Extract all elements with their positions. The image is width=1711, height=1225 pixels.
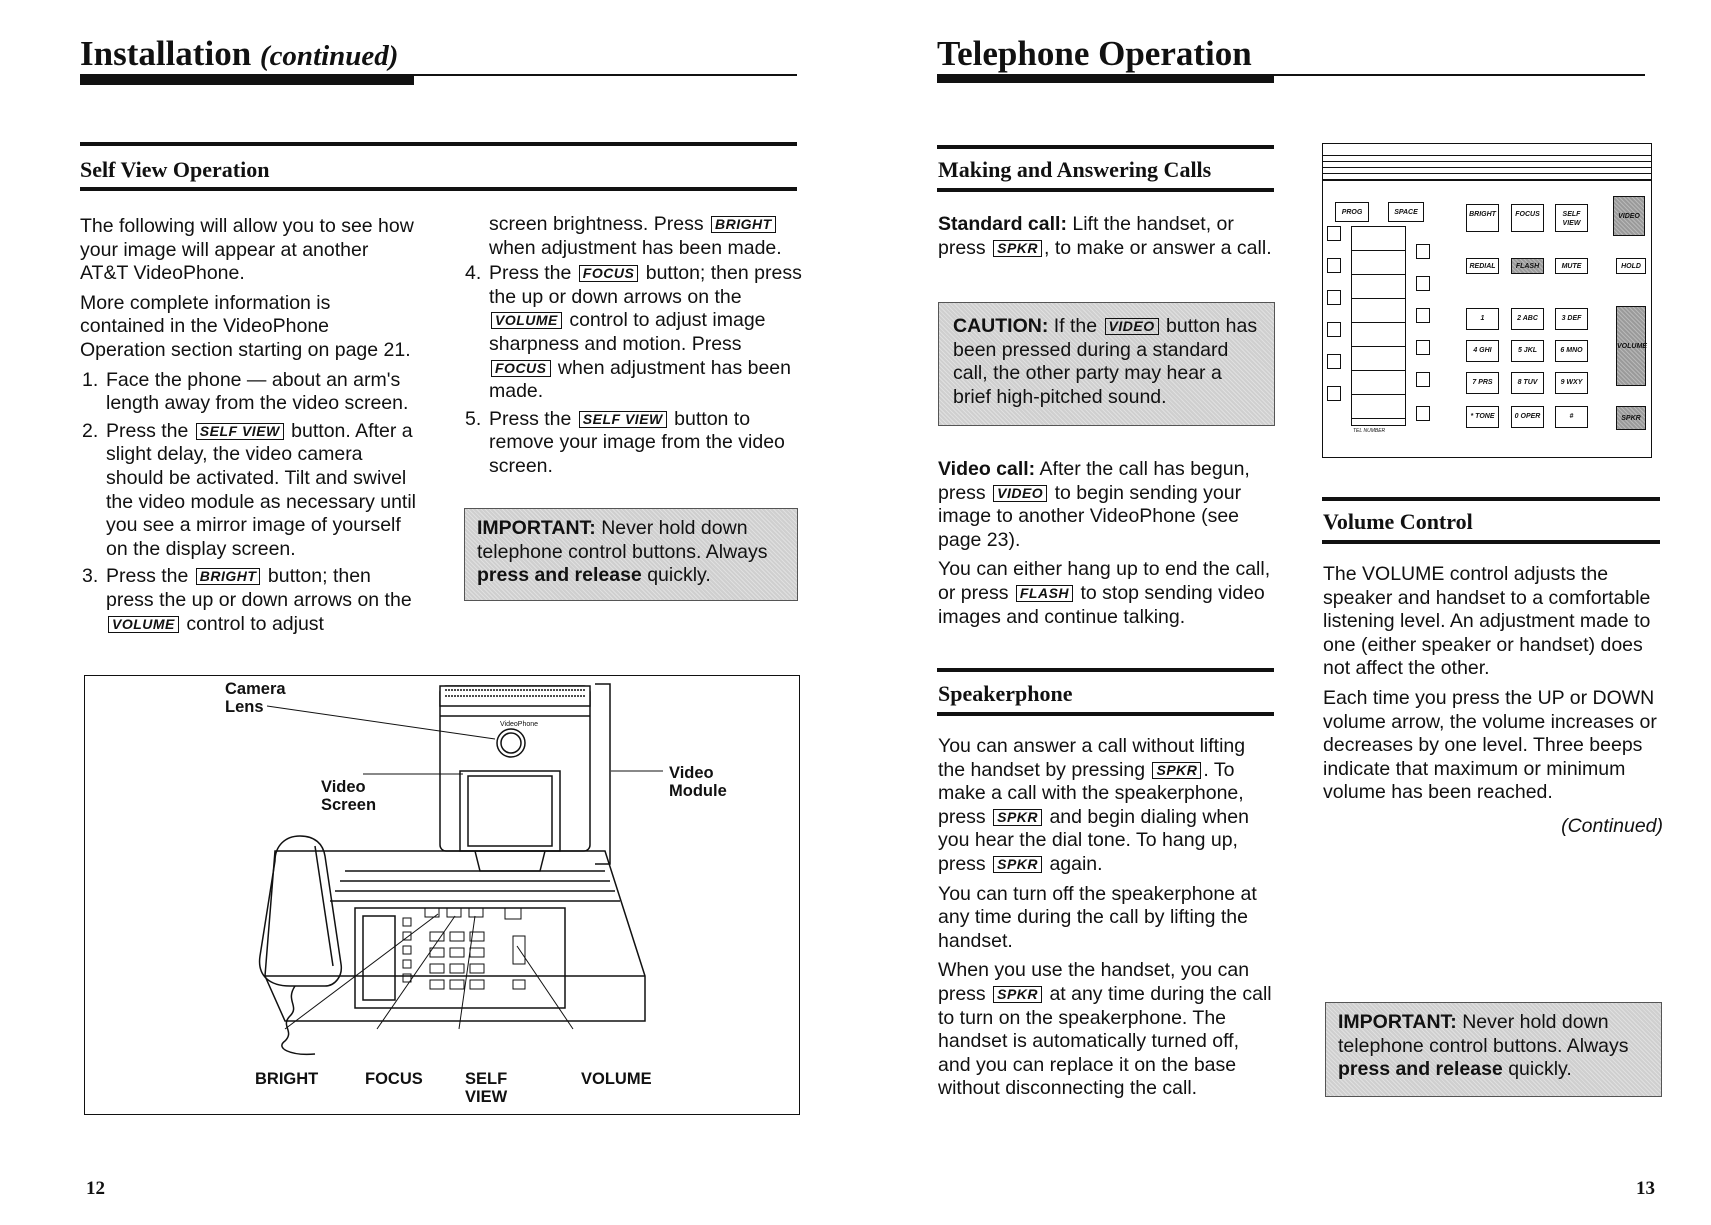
making-calls-bottom-rule: [937, 188, 1274, 192]
redial-button: REDIAL: [1466, 258, 1499, 274]
caution-note: [938, 302, 1275, 426]
step-number: 2.: [82, 419, 99, 442]
left-title-rule-thick: [80, 76, 414, 85]
step-3-continued: [463, 213, 803, 260]
step-text-pre: Press the: [106, 565, 189, 588]
video-key: VIDEO: [993, 485, 1047, 502]
step-number: 4.: [465, 262, 482, 285]
important-note-right: [1325, 1002, 1662, 1097]
key-star: * TONE: [1466, 406, 1499, 428]
standard-call-label: Standard call:: [938, 213, 1067, 235]
sp-p1-post: again.: [1049, 852, 1103, 875]
important-text: Never hold down telephone control buttons. Always: [1338, 1011, 1629, 1057]
key-1: 1: [1466, 308, 1499, 330]
important-text: Never hold down telephone control buttons. Always: [477, 517, 768, 563]
focus-key: FOCUS: [579, 265, 639, 282]
page-number-left: 12: [86, 1178, 105, 1199]
prog-button: PROG: [1335, 202, 1369, 222]
line-indicator: [1327, 354, 1341, 369]
important-bold: press and release: [1338, 1058, 1503, 1081]
video-key: VIDEO: [1105, 318, 1159, 335]
page-number-right: 13: [1636, 1178, 1655, 1199]
volume-top-rule: [1322, 497, 1660, 501]
video-call-post: to begin sending your image to another VideoPhone (see page 23).: [938, 481, 1242, 551]
step-text-post: control to adjust: [186, 612, 324, 635]
right-title-rule-thin: [937, 74, 1645, 76]
key-pound: #: [1555, 406, 1588, 428]
speakerphone-bottom-rule: [937, 712, 1274, 716]
bright-key: BRIGHT: [196, 568, 261, 585]
steps-list-2: [463, 262, 803, 478]
step-text-post: button. After a slight delay, the video camera should be activated. Tilt and swivel the video module as necessary until you see a mirror image of yourself on the display screen.: [106, 419, 417, 560]
speakerphone-para-2: You can turn off the speakerphone at any time during the call by lifting the handset.: [938, 882, 1257, 952]
steps-list-1: [80, 369, 420, 637]
cont-text: screen brightness. Press: [489, 213, 704, 235]
device-brand-text: VideoPhone: [500, 721, 539, 728]
sp-p1-pre: You can answer a call without lifting the handset by pressing: [938, 735, 1246, 781]
step-text-post: button to remove your image from the video screen.: [489, 407, 785, 477]
important-end: quickly.: [1508, 1058, 1572, 1081]
sp-p1-mid: . To make a call with the speakerphone, press: [938, 758, 1244, 828]
step-text-pre: Press the: [489, 407, 572, 430]
step-1: [80, 369, 420, 416]
making-calls-top-rule: [937, 145, 1274, 149]
mute-button: MUTE: [1555, 258, 1588, 274]
speakerphone-heading: Speakerphone: [938, 681, 1073, 706]
line-indicator: [1327, 290, 1341, 305]
volume-key: VOLUME: [491, 312, 562, 329]
sp-p3-post: at any time during the call to turn on the speakerphone. The handset is automatically turned off, and you can replace it on the base without disconnecting the call.: [938, 982, 1272, 1100]
video-call-label: Video call:: [938, 458, 1036, 480]
spkr-key: SPKR: [993, 856, 1042, 873]
hold-button: HOLD: [1616, 258, 1646, 274]
spkr-key: SPKR: [1152, 762, 1201, 779]
volume-rocker: [1616, 306, 1646, 386]
standard-call-text: Lift the handset, or press: [938, 213, 1234, 259]
speakerphone-para-3: [938, 959, 1273, 1101]
line-indicator: [1327, 322, 1341, 337]
left-title-continued: (continued): [259, 40, 399, 72]
key-8: 8 TUV: [1511, 372, 1544, 394]
video-button: VIDEO: [1613, 196, 1645, 236]
spkr-button: SPKR: [1616, 406, 1646, 430]
label-volume: VOLUME: [581, 1070, 652, 1088]
standard-call-para: [938, 213, 1273, 260]
label-self-view: SELF VIEW: [465, 1070, 508, 1106]
label-bright: BRIGHT: [255, 1070, 319, 1088]
spkr-key: SPKR: [993, 986, 1042, 1003]
intro-para-2: More complete information is contained in the VideoPhone Operation section starting on page 21.: [80, 291, 411, 361]
caution-pre: If the: [1053, 315, 1098, 337]
bright-button: BRIGHT: [1466, 204, 1499, 232]
step-text: Face the phone — about an arm's length away from the video screen.: [106, 368, 409, 415]
sp-p1-mid2: and begin dialing when you hear the dial tone. To hang up, press: [938, 805, 1249, 875]
volume-para-1: The VOLUME control adjusts the speaker and handset to a comfortable listening level. An adjustment made to one (either speaker or handset) does not affect the other.: [1323, 563, 1651, 680]
self-view-heading: Self View Operation: [80, 157, 270, 182]
volume-key: VOLUME: [108, 616, 179, 633]
continued-note: (Continued): [1561, 814, 1663, 837]
intro-para-1: The following will allow you to see how your image will appear at another AT&T VideoPhone.: [80, 215, 414, 285]
self-view-key: SELF VIEW: [196, 423, 284, 440]
bright-key: BRIGHT: [711, 216, 776, 233]
label-strip: [1351, 226, 1406, 426]
caution-label: CAUTION:: [953, 315, 1049, 337]
important-label: IMPORTANT:: [1338, 1011, 1457, 1033]
step-number: 1.: [82, 368, 99, 391]
step-text-mid: button; then press the up or down arrows on the: [106, 565, 412, 611]
step-3: [80, 565, 420, 636]
key-0: 0 OPER: [1511, 406, 1544, 428]
hangup-para: [938, 558, 1273, 629]
video-call-para: [938, 458, 1273, 552]
step-number: 3.: [82, 565, 99, 588]
label-video-screen: Video Screen: [321, 778, 377, 814]
step-text-pre: Press the: [106, 419, 189, 442]
spkr-key: SPKR: [993, 809, 1042, 826]
step-text-post: when adjustment has been made.: [489, 356, 791, 403]
step-number: 5.: [465, 407, 482, 430]
hangup-post: to stop sending video images and continue talking.: [938, 581, 1265, 628]
key-6: 6 MNO: [1555, 340, 1588, 362]
caution-text: button has been pressed during a standard call, the other party may hear a brief high-pitched sound.: [953, 315, 1258, 408]
step-5: [463, 408, 803, 479]
line-indicator: [1416, 244, 1430, 259]
focus-key: FOCUS: [491, 360, 551, 377]
spkr-key: SPKR: [993, 240, 1042, 257]
line-indicator: [1416, 276, 1430, 291]
important-note-left: [464, 508, 798, 601]
speakerphone-para-1: [938, 735, 1273, 877]
videophone-illustration: [85, 676, 801, 1116]
video-call-text: After the call has begun, press: [938, 458, 1250, 504]
tel-number-label: TEL NUMBER: [1353, 428, 1386, 434]
key-3: 3 DEF: [1555, 308, 1588, 330]
flash-button: FLASH: [1511, 258, 1544, 274]
left-title-main: Installation: [80, 34, 252, 73]
left-title-rule-thin: [80, 74, 797, 76]
standard-call-post: , to make or answer a call.: [1044, 236, 1272, 259]
step-text-mid2: control to adjust image sharpness and motion. Press: [489, 309, 766, 355]
space-button: SPACE: [1388, 202, 1424, 222]
right-page-title: Telephone Operation: [937, 34, 1252, 73]
videophone-figure: [84, 675, 800, 1115]
panel-top-lines: [1323, 150, 1651, 181]
key-9: 9 WXY: [1555, 372, 1588, 394]
label-video-module: Video Module: [669, 764, 727, 800]
label-camera-lens: Camera Lens: [225, 680, 286, 716]
flash-key: FLASH: [1016, 585, 1073, 602]
keypad-panel: [1322, 143, 1652, 458]
key-4: 4 GHI: [1466, 340, 1499, 362]
volume-label: VOLUME: [1617, 343, 1647, 350]
step-4: [463, 262, 803, 404]
step-text-pre: Press the: [489, 262, 572, 285]
volume-bottom-rule: [1322, 540, 1660, 544]
key-5: 5 JKL: [1511, 340, 1544, 362]
volume-para-2: Each time you press the UP or DOWN volume arrow, the volume increases or decreases by one level. Three beeps indicate that maximum or minimum volume has been reached.: [1323, 686, 1657, 804]
line-indicator: [1416, 406, 1430, 421]
video-call-section: [938, 458, 1273, 635]
line-indicator: [1416, 372, 1430, 387]
line-indicator: [1327, 386, 1341, 401]
speakerphone-top-rule: [937, 668, 1274, 672]
hangup-text: You can either hang up to end the call, or press: [938, 558, 1271, 604]
step-text-mid: button; then press the up or down arrows on the: [489, 262, 802, 308]
self-view-col1: [80, 215, 420, 636]
cont-post: when adjustment has been made.: [489, 236, 782, 259]
self-view-key: SELF VIEW: [579, 411, 667, 428]
important-label: IMPORTANT:: [477, 517, 596, 539]
self-view-button: SELF VIEW: [1555, 204, 1588, 232]
key-2: 2 ABC: [1511, 308, 1544, 330]
focus-button: FOCUS: [1511, 204, 1544, 232]
volume-text: [1323, 563, 1663, 845]
speakerphone-text: [938, 735, 1273, 1107]
self-view-bottom-rule: [80, 187, 797, 191]
important-bold: press and release: [477, 564, 642, 587]
line-indicator: [1416, 308, 1430, 323]
volume-heading: Volume Control: [1323, 509, 1473, 534]
step-2: [80, 420, 420, 562]
self-view-col2: [463, 213, 803, 479]
important-end: quickly.: [647, 564, 711, 587]
sp-p3-pre: When you use the handset, you can press: [938, 959, 1250, 1005]
left-page-title: [80, 36, 398, 71]
label-focus: FOCUS: [365, 1070, 423, 1088]
making-calls-heading: Making and Answering Calls: [938, 157, 1212, 182]
line-indicator: [1327, 258, 1341, 273]
line-indicator: [1416, 340, 1430, 355]
line-indicator: [1327, 226, 1341, 241]
key-7: 7 PRS: [1466, 372, 1499, 394]
self-view-top-rule: [80, 142, 797, 146]
